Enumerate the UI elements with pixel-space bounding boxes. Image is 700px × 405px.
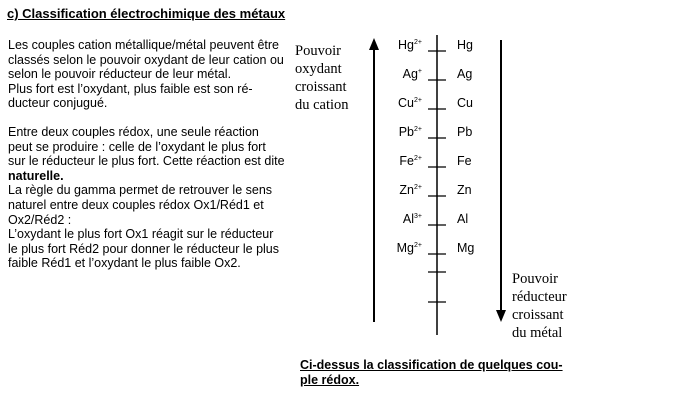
cation-symbol: Hg (398, 38, 415, 52)
cation-al (382, 212, 422, 229)
cation-symbol: Mg (396, 241, 415, 255)
metal-fe: Fe (457, 154, 472, 168)
cation-fe (382, 154, 422, 171)
cation-pb (382, 125, 422, 142)
cation-cu (382, 96, 422, 113)
metal-cu: Cu (457, 96, 473, 110)
cation-symbol: Fe (399, 154, 415, 168)
cation-hg (382, 38, 422, 55)
cation-charge: + (417, 68, 422, 75)
cation-symbol: Ag (402, 67, 418, 81)
cation-symbol: Pb (398, 125, 415, 139)
cation-zn (382, 183, 422, 200)
reducer-arrow-head (496, 310, 506, 322)
metal-ag: Ag (457, 67, 473, 81)
metal-mg: Mg (457, 241, 475, 255)
cation-charge: 2+ (414, 39, 422, 46)
oxidant-power-text: Pouvoir oxydant croissant du cation (295, 43, 349, 113)
cation-ag (382, 67, 422, 84)
cation-charge: 2+ (414, 155, 422, 162)
diagram-caption: Ci-dessus la classification de quelques cou- ple rédox. (300, 358, 563, 387)
cation-charge: 2+ (414, 184, 422, 191)
metal-pb: Pb (457, 125, 473, 139)
cation-symbol: Al (402, 212, 415, 226)
cation-charge: 2+ (414, 126, 422, 133)
bold-word-naturelle: naturelle. (8, 168, 64, 183)
cation-charge: 2+ (414, 242, 422, 249)
section-heading: c) Classification électrochimique des métaux (7, 6, 286, 21)
metal-zn: Zn (457, 183, 472, 197)
cation-charge: 2+ (414, 97, 422, 104)
cation-symbol: Cu (398, 96, 415, 110)
cation-symbol: Zn (399, 183, 415, 197)
intro-paragraph: Les couples cation métallique/métal peuvent être classés selon le pouvoir oxydant de leur cation ou selon le pouvoir réducteur de leur métal. Plus fort est l’oxydant, plus faible est son ré- ducteur conjugué. (8, 38, 284, 111)
reducer-power-text: Pouvoir réducteur croissant du métal (512, 271, 567, 341)
metal-hg: Hg (457, 38, 473, 52)
metal-al: Al (457, 212, 469, 226)
cation-mg (382, 241, 422, 258)
oxidant-arrow-head (369, 38, 379, 50)
cation-charge: 3+ (414, 213, 422, 220)
reaction-text-part1: Entre deux couples rédox, une seule réaction peut se produire : celle de l’oxydant le plus fort sur le réducteur le plus fort. Cette réaction est dite (8, 125, 285, 169)
reaction-text-part2: La règle du gamma permet de retrouver le sens naturel entre deux couples rédox Ox1/Réd1 et Ox2/Réd2 : L’oxydant le plus fort Ox1 réagit sur le réducteur le plus fort Réd2 pour donner le réducteur le plus faible Réd1 et l’oxydant le plus faible Ox2. (8, 183, 279, 271)
